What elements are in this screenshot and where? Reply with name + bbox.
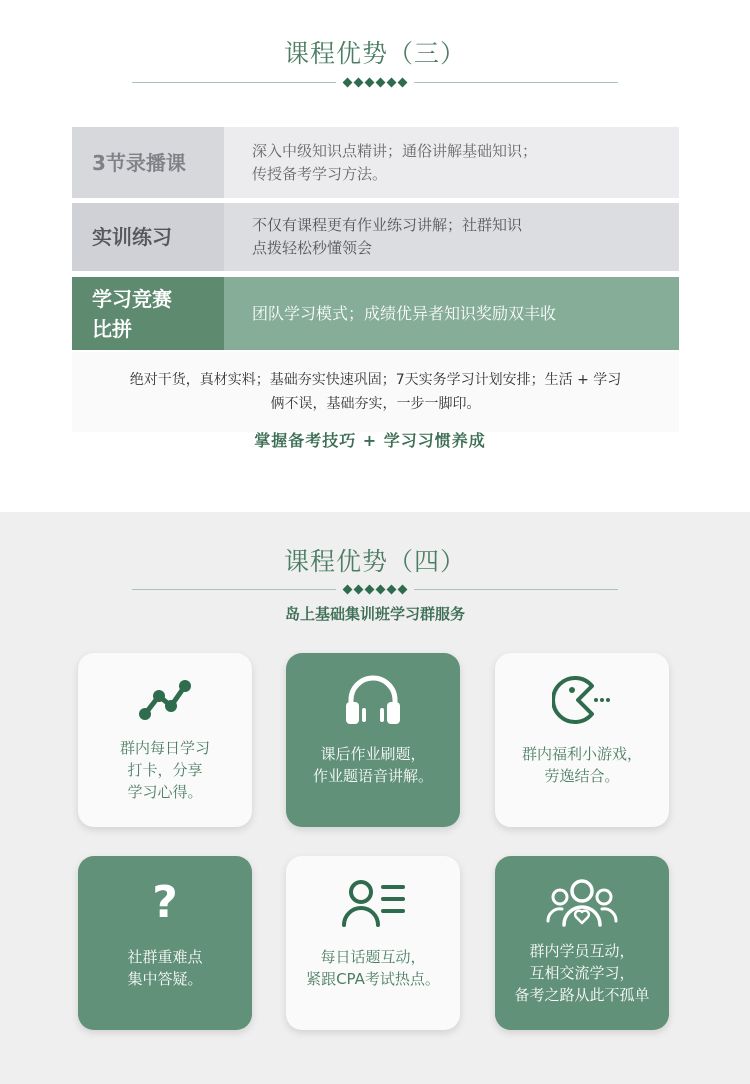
section3-title: 课程优势（三） xyxy=(283,39,466,68)
service-card-topics xyxy=(286,856,460,1030)
card-text: 群内学员互动， 互相交流学习， 备考之路从此不孤单 xyxy=(514,942,650,1004)
card-text: 社群重难点 集中答疑。 xyxy=(127,948,203,988)
service-card-checkin xyxy=(78,653,252,827)
tagline: 掌握备考技巧 + 学习习惯养成 xyxy=(254,431,486,450)
title-divider xyxy=(132,582,618,596)
row-label: 学习竞赛 比拼 xyxy=(72,277,224,350)
row-label: 实训练习 xyxy=(72,203,224,271)
card-text: 课后作业刷题， 作业题语音讲解。 xyxy=(312,745,433,785)
row-description: 不仅有课程更有作业练习讲解；社群知识 点拨轻松秒懂领会 xyxy=(224,203,679,271)
row-label: 3节录播课 xyxy=(72,127,224,198)
question-mark-icon: ? xyxy=(152,877,178,928)
headphones-icon xyxy=(343,675,403,725)
advantage-row-practice xyxy=(72,203,679,271)
service-card-homework xyxy=(286,653,460,827)
person-list-icon xyxy=(341,878,405,928)
row-description: 团队学习模式；成绩优异者知识奖励双丰收 xyxy=(224,277,679,350)
service-card-qa xyxy=(78,856,252,1030)
service-card-games xyxy=(495,653,669,827)
advantage-row-competition xyxy=(72,277,679,350)
group-heart-icon xyxy=(546,878,618,928)
card-text: 每日话题互动， 紧跟CPA考试热点。 xyxy=(306,948,440,988)
trend-line-icon xyxy=(137,675,193,725)
summary-text: 绝对干货，真材实料；基础夯实快速巩固；7天实务学习计划安排；生活 + 学习 俩不误，基础夯实，一步一脚印。 xyxy=(129,372,622,412)
section-course-advantage-4 xyxy=(0,512,750,1084)
advantage-row-recorded xyxy=(72,127,679,198)
section4-title: 课程优势（四） xyxy=(283,547,466,576)
card-text: 群内每日学习 打卡，分享 学习心得。 xyxy=(119,739,210,801)
row-description: 深入中级知识点精讲；通俗讲解基础知识； 传授备考学习方法。 xyxy=(224,127,679,198)
pacman-game-icon xyxy=(552,675,612,725)
section-course-advantage-3 xyxy=(0,0,750,512)
section4-subtitle: 岛上基础集训班学习群服务 xyxy=(284,605,465,623)
service-card-interaction xyxy=(495,856,669,1030)
title-divider xyxy=(132,75,618,89)
card-text: 群内福利小游戏， 劳逸结合。 xyxy=(521,745,642,785)
